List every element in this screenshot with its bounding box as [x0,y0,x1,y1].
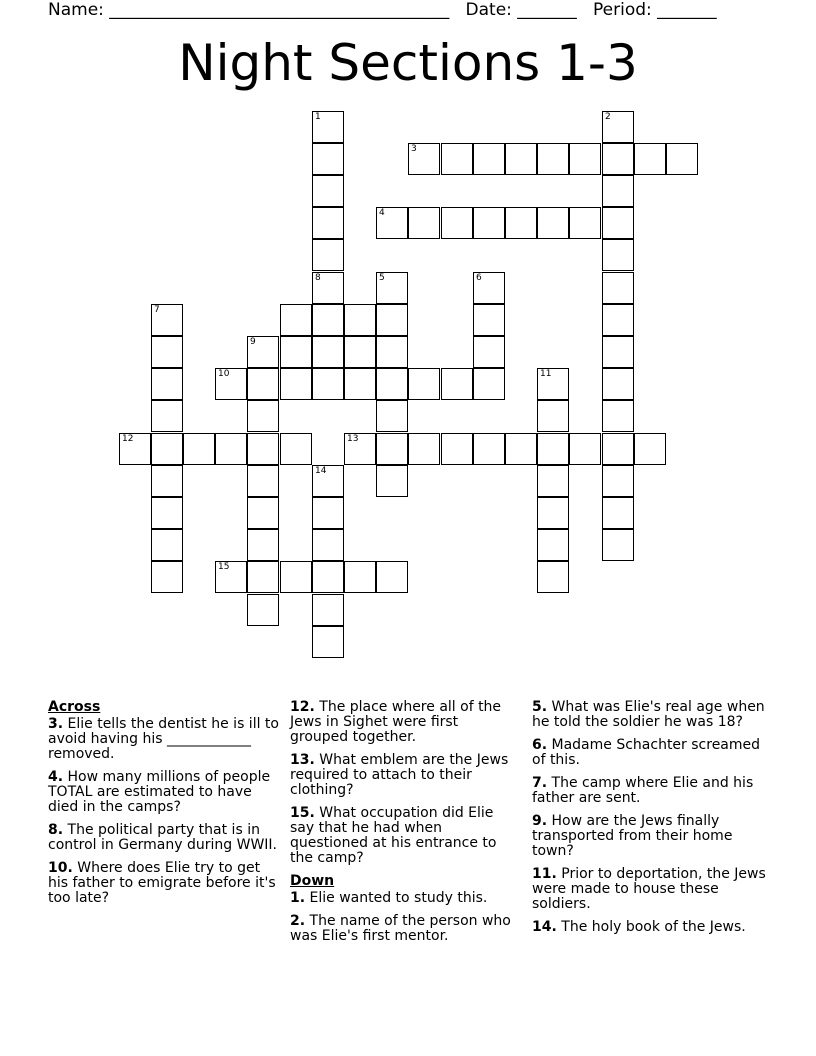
grid-cell-5[interactable] [376,272,408,304]
period-label: Period: [593,0,652,20]
grid-cell[interactable] [312,368,344,400]
grid-cell[interactable] [280,336,312,368]
grid-cell[interactable] [408,368,440,400]
grid-cell[interactable] [537,207,569,239]
grid-cell[interactable] [602,143,634,175]
grid-cell-13[interactable] [344,433,376,465]
clue-text: How many millions of people TOTAL are estimated to have died in the camps? [48,769,271,815]
grid-cell[interactable] [376,561,408,593]
grid-cell[interactable] [441,143,473,175]
name-label: Name: [48,0,104,20]
grid-cell[interactable] [247,433,279,465]
clue-number-label: 15 [218,562,230,572]
grid-cell[interactable] [408,433,440,465]
grid-cell[interactable] [247,368,279,400]
clue-number-label: 9 [250,337,256,347]
clue-number-label: 13 [347,434,359,444]
clue-number: 5. [532,699,548,715]
grid-cell[interactable] [151,561,183,593]
grid-cell[interactable] [441,207,473,239]
clue-text: The holy book of the Jews. [561,919,746,935]
grid-cell[interactable] [376,433,408,465]
clue-number: 11. [532,866,557,882]
grid-cell[interactable] [602,336,634,368]
grid-cell-6[interactable] [473,272,505,304]
grid-cell[interactable] [473,143,505,175]
clue-down-9 [532,814,772,859]
clue-across-10 [48,861,280,906]
grid-cell[interactable] [569,433,601,465]
grid-cell[interactable] [537,465,569,497]
clue-text: What emblem are the Jews required to attach to their clothing? [290,752,509,798]
grid-cell-9[interactable] [247,336,279,368]
grid-cell[interactable] [280,433,312,465]
clue-text: Madame Schachter screamed of this. [532,737,761,768]
grid-cell-7[interactable] [151,304,183,336]
clue-across-13 [290,753,515,798]
clue-across-15 [290,806,515,866]
period-blank[interactable]: _______ [657,0,717,20]
grid-cell[interactable] [505,143,537,175]
grid-cell[interactable] [505,207,537,239]
clue-number-label: 14 [315,466,327,476]
clue-across-12 [290,700,515,745]
clue-number: 6. [532,737,548,753]
clue-column-1 [48,700,280,914]
clue-number-label: 1 [315,112,321,122]
grid-cell[interactable] [537,433,569,465]
grid-cell[interactable] [151,529,183,561]
grid-cell[interactable] [151,497,183,529]
page-title: Night Sections 1-3 [178,34,638,92]
clue-number-label: 8 [315,273,321,283]
clue-number: 13. [290,752,315,768]
grid-cell[interactable] [537,143,569,175]
grid-cell[interactable] [344,304,376,336]
clue-number-label: 5 [379,273,385,283]
grid-cell[interactable] [312,626,344,658]
grid-cell[interactable] [312,529,344,561]
clue-number: 9. [532,813,548,829]
clue-text: How are the Jews finally transported from their home town? [532,813,733,859]
clue-number: 12. [290,699,315,715]
grid-cell[interactable] [376,465,408,497]
grid-cell[interactable] [344,368,376,400]
grid-cell[interactable] [602,207,634,239]
grid-cell[interactable] [247,400,279,432]
grid-cell[interactable] [569,143,601,175]
clue-number-label: 11 [540,369,552,379]
clue-number-label: 12 [122,434,134,444]
grid-cell[interactable] [247,561,279,593]
grid-cell[interactable] [537,561,569,593]
grid-cell-15[interactable] [215,561,247,593]
grid-cell[interactable] [215,433,247,465]
grid-cell[interactable] [602,529,634,561]
clue-down-1 [290,891,515,906]
grid-cell[interactable] [376,368,408,400]
grid-cell[interactable] [602,304,634,336]
grid-cell[interactable] [666,143,698,175]
across-heading: Across [48,699,101,715]
clue-number: 3. [48,716,64,732]
grid-cell[interactable] [247,497,279,529]
grid-cell[interactable] [602,239,634,271]
grid-cell[interactable] [312,304,344,336]
clue-down-7 [532,776,772,806]
clue-number: 2. [290,913,306,929]
clue-text: The name of the person who was Elie's first mentor. [290,913,511,944]
clue-text: Where does Elie try to get his father to emigrate before it's too late? [48,860,276,906]
grid-cell[interactable] [376,400,408,432]
grid-cell-2[interactable] [602,111,634,143]
clue-number-label: 4 [379,208,385,218]
grid-cell-12[interactable] [119,433,151,465]
grid-cell[interactable] [473,304,505,336]
clue-text: What was Elie's real age when he told the soldier he was 18? [532,699,765,730]
clue-number: 1. [290,890,306,906]
clue-text: The camp where Elie and his father are sent. [532,775,754,806]
clue-down-11 [532,867,772,912]
clue-number-label: 3 [411,144,417,154]
clue-down-2 [290,914,515,944]
clue-number: 14. [532,919,557,935]
clue-text: Elie tells the dentist he is ill to avoid having his ____________ removed. [48,716,279,762]
clue-text: Prior to deportation, the Jews were made to house these soldiers. [532,866,766,912]
grid-cell[interactable] [602,368,634,400]
grid-cell[interactable] [247,594,279,626]
grid-cell[interactable] [537,529,569,561]
clue-text: The place where all of the Jews in Sighet were first grouped together. [290,699,502,745]
grid-cell[interactable] [151,368,183,400]
grid-cell[interactable] [634,433,666,465]
clue-number-label: 6 [476,273,482,283]
grid-cell-1[interactable] [312,111,344,143]
clue-text: Elie wanted to study this. [309,890,488,906]
clue-down-5 [532,700,772,730]
grid-cell[interactable] [312,143,344,175]
grid-cell[interactable] [473,336,505,368]
grid-cell[interactable] [151,433,183,465]
grid-cell[interactable] [247,465,279,497]
grid-cell[interactable] [602,433,634,465]
grid-cell[interactable] [280,304,312,336]
grid-cell[interactable] [408,207,440,239]
grid-cell[interactable] [312,336,344,368]
clue-text: The political party that is in control in Germany during WWII. [48,822,277,853]
clue-number: 15. [290,805,315,821]
grid-cell[interactable] [183,433,215,465]
grid-cell[interactable] [602,400,634,432]
grid-cell[interactable] [441,433,473,465]
grid-cell-3[interactable] [408,143,440,175]
grid-cell[interactable] [569,207,601,239]
grid-cell[interactable] [312,175,344,207]
grid-cell[interactable] [151,336,183,368]
date-blank[interactable]: _______ [517,0,577,20]
name-blank[interactable]: ________________________________________ [109,0,450,20]
clue-number: 10. [48,860,73,876]
date-label: Date: [465,0,512,20]
grid-cell[interactable] [280,368,312,400]
grid-cell[interactable] [602,175,634,207]
clue-number: 8. [48,822,64,838]
grid-cell-14[interactable] [312,465,344,497]
grid-cell[interactable] [441,368,473,400]
grid-cell[interactable] [602,272,634,304]
grid-cell-8[interactable] [312,272,344,304]
clue-column-2 [290,700,515,952]
clue-column-3 [532,700,772,943]
grid-cell[interactable] [151,400,183,432]
grid-cell[interactable] [537,400,569,432]
grid-cell[interactable] [376,336,408,368]
grid-cell[interactable] [312,497,344,529]
clue-number: 4. [48,769,64,785]
clue-text: What occupation did Elie say that he had when questioned at his entrance to the camp? [290,805,497,866]
grid-cell[interactable] [473,433,505,465]
grid-cell[interactable] [602,497,634,529]
grid-cell[interactable] [602,465,634,497]
clue-down-14 [532,920,772,935]
grid-cell[interactable] [505,433,537,465]
grid-cell[interactable] [473,368,505,400]
clue-number-label: 7 [154,305,160,315]
clue-across-4 [48,770,280,815]
grid-cell[interactable] [376,304,408,336]
grid-cell[interactable] [344,336,376,368]
grid-cell[interactable] [312,239,344,271]
down-heading: Down [290,873,335,889]
grid-cell[interactable] [312,594,344,626]
grid-cell[interactable] [312,561,344,593]
grid-cell[interactable] [247,529,279,561]
grid-cell[interactable] [151,465,183,497]
clue-across-3 [48,717,280,762]
clue-across-8 [48,823,280,853]
clue-number: 7. [532,775,548,791]
grid-cell[interactable] [312,207,344,239]
clue-down-6 [532,738,772,768]
grid-cell-10[interactable] [215,368,247,400]
clue-number-label: 10 [218,369,230,379]
grid-cell[interactable] [344,561,376,593]
grid-cell[interactable] [634,143,666,175]
grid-cell[interactable] [280,561,312,593]
grid-cell-4[interactable] [376,207,408,239]
grid-cell[interactable] [537,497,569,529]
grid-cell[interactable] [473,207,505,239]
clue-number-label: 2 [605,112,611,122]
grid-cell-11[interactable] [537,368,569,400]
